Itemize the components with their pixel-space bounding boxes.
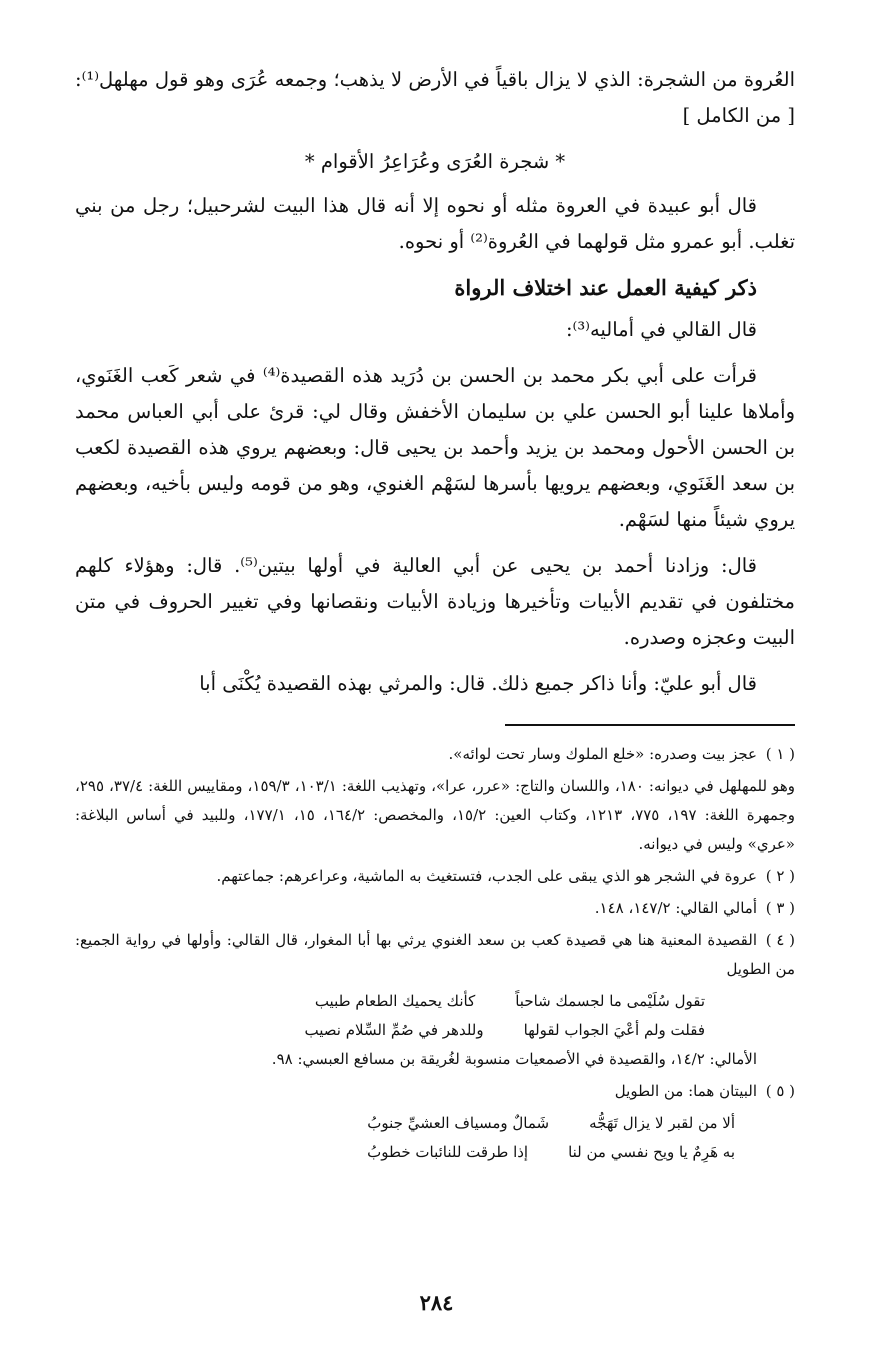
- verse-hemistich: وللدهر في صُمِّ السِّلام نصيب: [304, 1021, 484, 1039]
- verse-hemistich: شَمالٌ ومسياف العشيِّ جنوبُ: [367, 1114, 550, 1132]
- verse-hemistich: كأنك يحميك الطعام طبيب: [314, 992, 476, 1010]
- paragraph-abu-ubayda: قال أبو عبيدة في العروة مثله أو نحوه إلا أنه قال هذا البيت لشرحبيل؛ رجل من بني تغلب. أبو عمرو مثل قولهما في العُروة⁽²⁾ أو نحوه.: [75, 194, 795, 253]
- page-number: ٢٨٤: [419, 1290, 454, 1315]
- footnote-number: ( ٤ ): [765, 931, 795, 949]
- verse-hemistich: إذا طرقت للنائبات خطوبُ: [367, 1143, 529, 1161]
- paragraph-urwa: العُروة من الشجرة: الذي لا يزال باقياً في الأرض لا يذهب؛ وجمعه عُرَى وهو قول مهلهل⁽¹⁾: [ من الكامل ]: [75, 68, 795, 127]
- footnote-text: عروة في الشجر هو الذي يبقى على الجدب، فتستغيث به الماشية، وعراعرهم: جماعتهم.: [216, 867, 757, 885]
- footnote-number: ( ٣ ): [765, 899, 795, 917]
- verse-couplet: [75, 987, 795, 1016]
- paragraph-narration: قرأت على أبي بكر محمد بن الحسن بن دُرَيد هذه القصيدة⁽⁴⁾ في شعر كَعب الغَنَوي، وأملاها علينا أبو الحسن علي بن سليمان الأخفش وقال لي: قرئ على أبي العباس محمد بن الحسن الأحول ومحمد بن يزيد وأحمد بن يحيى قال: وبعضهم يروي هذه القصيدة لكعب بن سعد الغَنَوي، وبعضهم يرويها بأسرها لسَهْم الغنوي، وهو من قومه وليس بأخيه، وبعضهم يروي شيئاً منها لسَهْم.: [75, 364, 795, 531]
- footnote-4: [75, 926, 795, 984]
- paragraph-additions: قال: وزادنا أحمد بن يحيى عن أبي العالية في أولها بيتين⁽⁵⁾. قال: وهؤلاء كلهم مختلفون في تقديم الأبيات وتأخيرها وزيادة الأبيات ونقصانها وفي تغيير الحروف في متن البيت وعجزه وصدره.: [75, 554, 795, 649]
- footnote-text: البيتان هما: من الطويل: [614, 1082, 757, 1100]
- verse-couplet: [75, 1016, 795, 1045]
- page-body: [75, 62, 795, 1167]
- verse-hemistich: فقلت ولم أعْيَ الجواب لقولها: [523, 1021, 705, 1039]
- footnote-text: عجز بيت وصدره: «خلع الملوك وسار تحت لوائه».: [448, 745, 757, 763]
- footnote-2: [75, 862, 795, 891]
- footnote-text: القصيدة المعنية هنا هي قصيدة كعب بن سعد الغنوي يرثي بها أبا المغوار، قال القالي: وأولها في رواية الجميع: من الطويل: [75, 931, 795, 978]
- footnote-3: [75, 894, 795, 923]
- paragraph-abu-ali: قال أبو عليّ: وأنا ذاكر جميع ذلك. قال: والمرثي بهذه القصيدة يُكْنَى أبا: [199, 672, 757, 695]
- footnote-number: ( ٢ ): [765, 867, 795, 885]
- main-text: [75, 62, 795, 702]
- footnote-1-continued: وهو للمهلهل في ديوانه: ١٨٠، واللسان والتاج: «عرر، عرا»، وتهذيب اللغة: ١٠٣/١، ١٥٩/٣، ومقاييس اللغة: ٣٧/٤، ٢٩٥، وجمهرة اللغة: ١٩٧، ٧٧٥، ١٢١٣، وكتاب العين: ١٥/٢، والمخصص: ١٦٤/٢، ١٥، ١٧٧/١، وللبيد في أساس البلاغة: «عري» وليس في ديوانه.: [75, 777, 796, 853]
- verse-couplet: [75, 1109, 795, 1138]
- footnote-text: أمالي القالي: ١٤٧/٢، ١٤٨.: [594, 899, 757, 917]
- paragraph-qali: قال القالي في أماليه⁽³⁾:: [565, 318, 757, 341]
- footnote-number: ( ٥ ): [765, 1082, 795, 1100]
- verse-couplet: [75, 1138, 795, 1167]
- verse-hemistich: تقول سُلَيْمى ما لجسمك شاحباً: [515, 992, 705, 1010]
- footnote-4-tail: الأمالي: ١٤/٢، والقصيدة في الأصمعيات منسوبة لغُريقة بن مسافع العبسي: ٩٨.: [271, 1050, 757, 1068]
- footnote-number: ( ١ ): [765, 745, 795, 763]
- footnote-divider: [505, 724, 795, 726]
- footnote-5: [75, 1077, 795, 1106]
- section-heading: ذكر كيفية العمل عند اختلاف الرواة: [454, 275, 757, 300]
- verse-hemistich: ألا من لقبر لا يزال تَهَجُّه: [589, 1114, 735, 1132]
- verse-line: * شجرة العُرَى وعُرَاعِرُ الأقوام *: [304, 150, 566, 173]
- footnote-1: [75, 740, 795, 769]
- verse-hemistich: به هَرِمٌ يا ويح نفسي من لنا: [568, 1143, 735, 1161]
- footnotes: [75, 740, 795, 1167]
